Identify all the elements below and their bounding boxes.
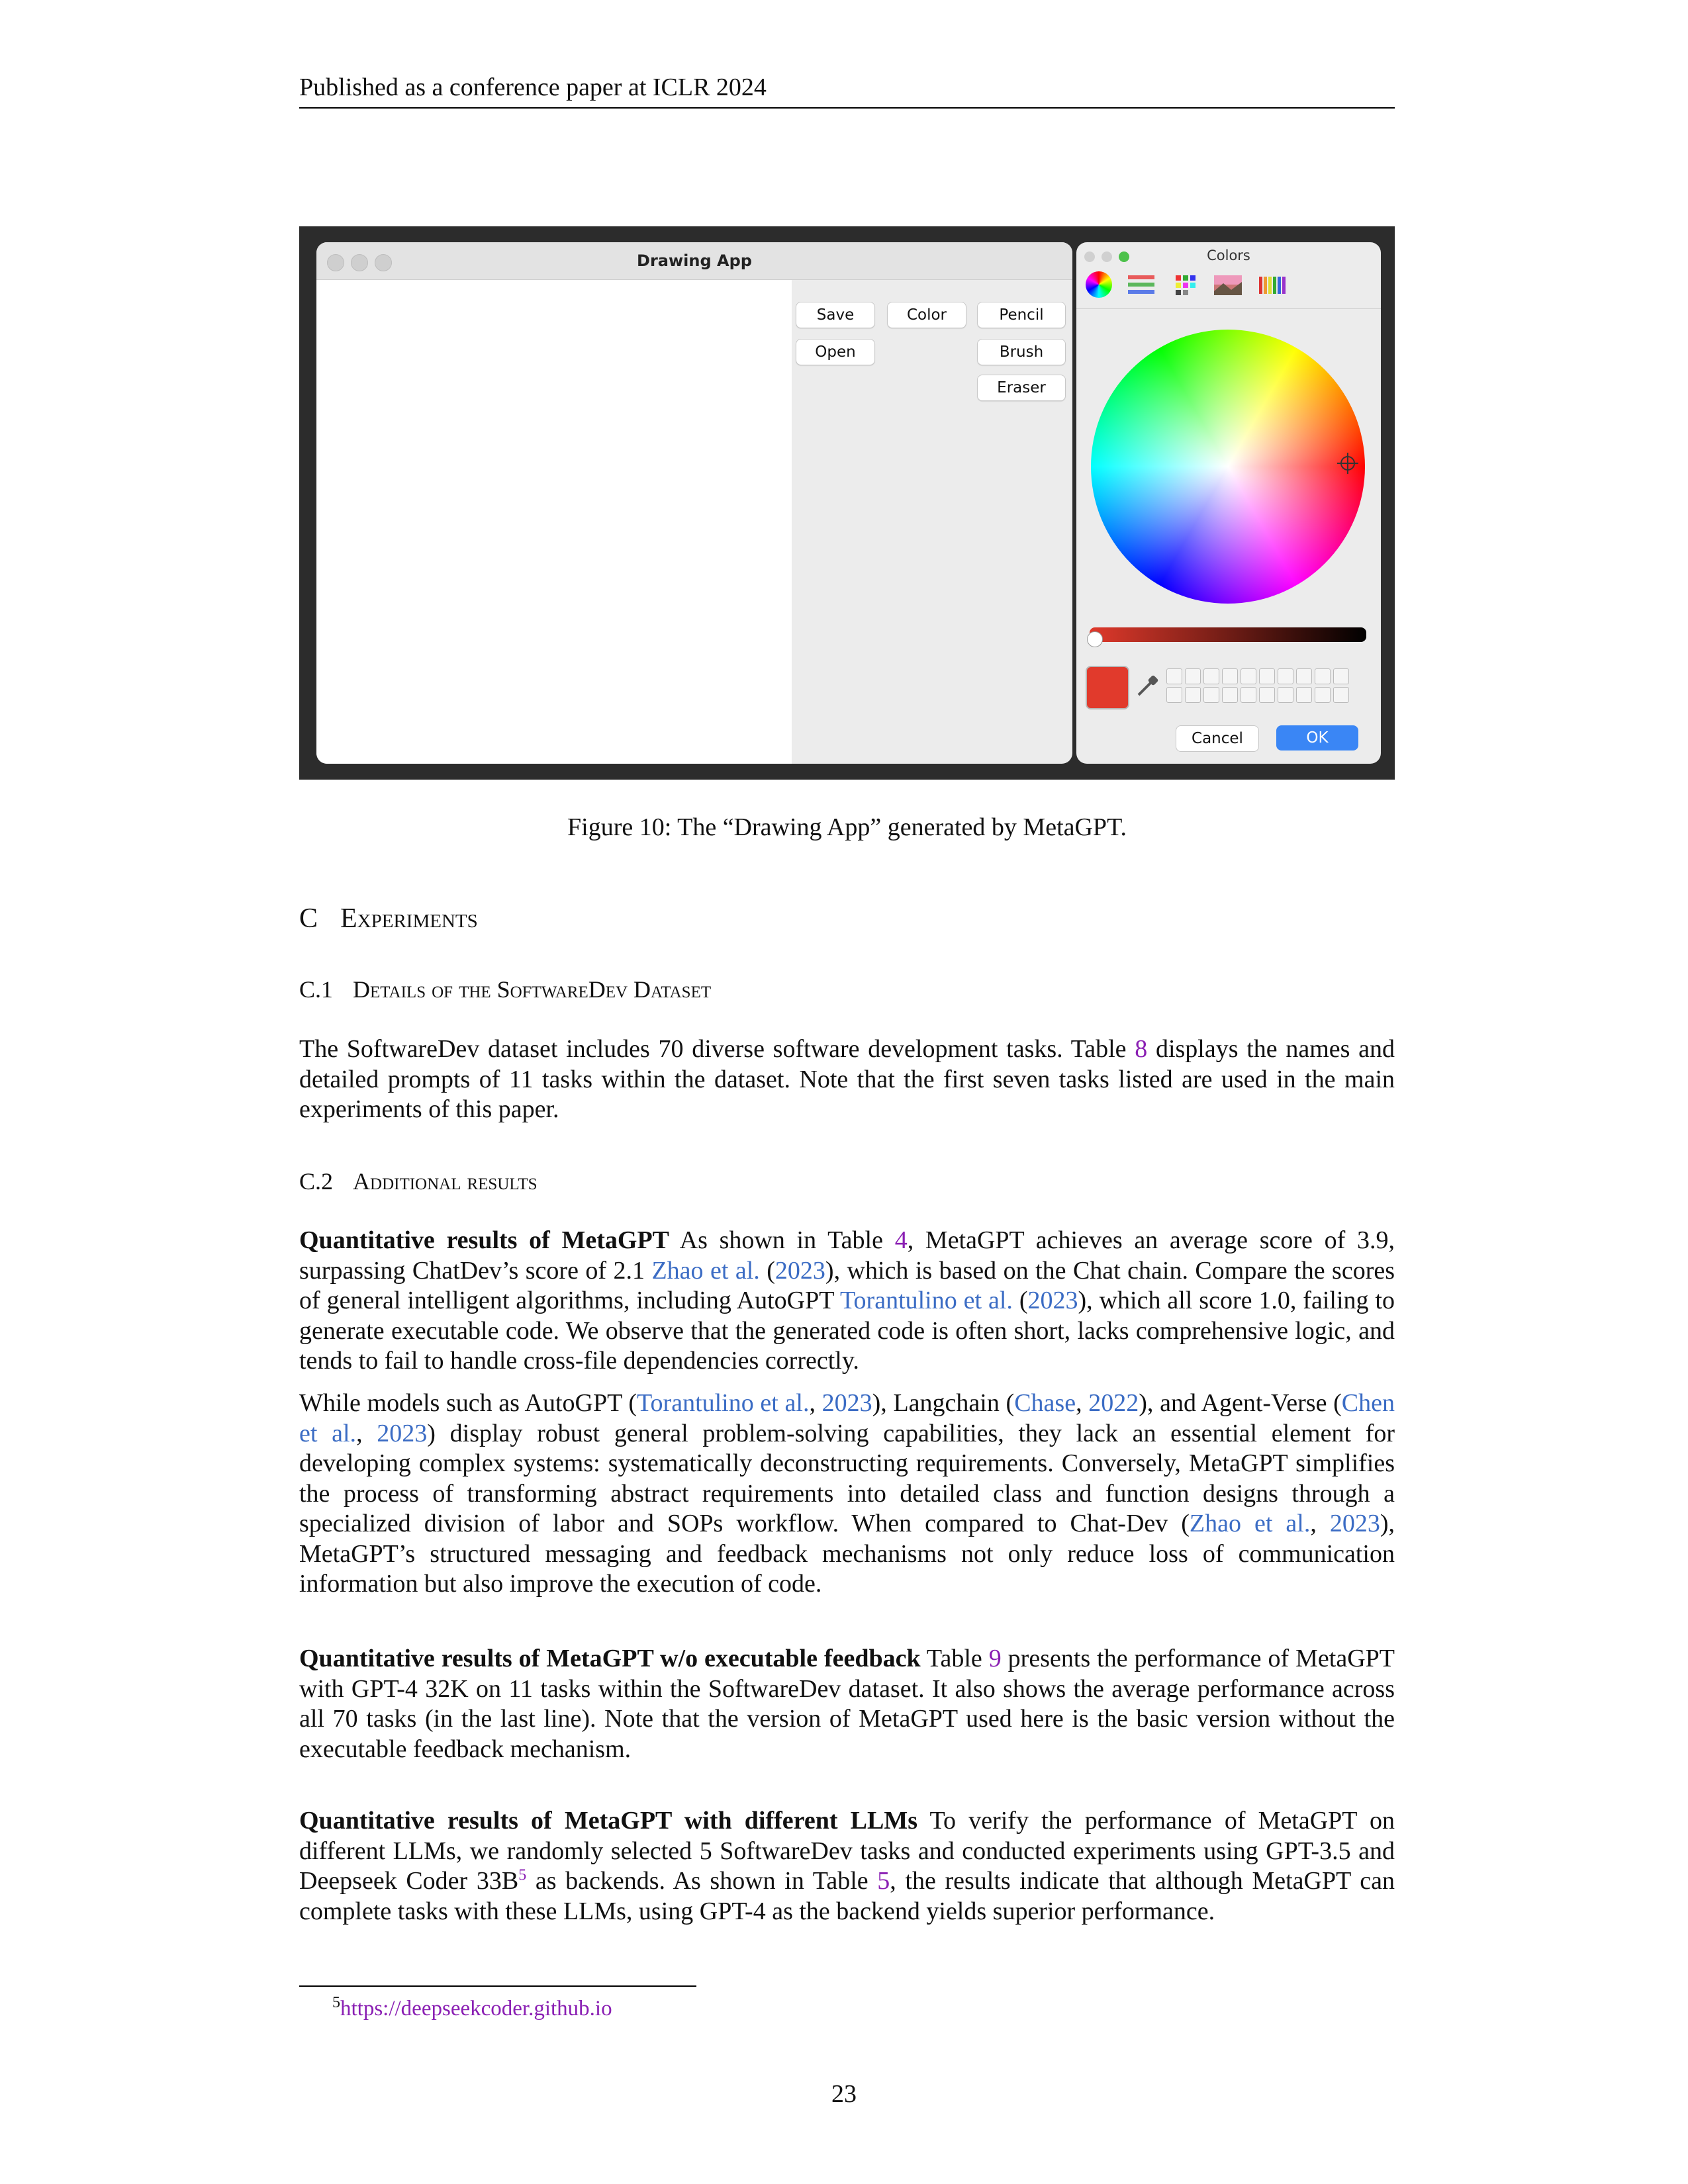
colors-panel [1076, 242, 1381, 764]
pencil-button[interactable]: Pencil [977, 302, 1066, 328]
text: While models such as AutoGPT ( [299, 1389, 637, 1417]
brightness-slider[interactable] [1090, 627, 1366, 642]
paragraph-without-feedback [299, 1644, 1395, 1764]
subsection-number: C.2 [299, 1168, 334, 1195]
footnote-url-link[interactable]: https://deepseekcoder.github.io [340, 1997, 612, 2021]
table-ref-link[interactable]: 5 [877, 1867, 890, 1895]
citation-link[interactable]: Zhao et al. [651, 1256, 760, 1285]
color-button[interactable]: Color [887, 302, 966, 328]
citation-link[interactable]: Torantulino et al. [839, 1287, 1013, 1314]
open-button[interactable]: Open [796, 339, 875, 365]
paragraph-heading: Quantitative results of MetaGPT [299, 1226, 670, 1254]
color-picker-crosshair-icon[interactable] [1336, 451, 1360, 475]
paragraph-different-llms [299, 1806, 1395, 1927]
text: To verify the performance of MetaGPT on different LLMs, we randomly selected 5 SoftwareDev tasks and conducted experiments using GPT-3.5 and Deepseek Coder 33B [299, 1807, 1395, 1895]
window-titlebar [316, 242, 1072, 280]
eraser-button[interactable]: Eraser [977, 375, 1066, 401]
subsection-number: C.1 [299, 976, 334, 1003]
pencils-tab-icon[interactable] [1256, 273, 1287, 298]
paragraph-heading: Quantitative results of MetaGPT w/o executable feedback [299, 1645, 921, 1672]
text: As shown in Table [669, 1226, 895, 1254]
citation-link[interactable]: Zhao et al. [1189, 1510, 1311, 1537]
text: ), MetaGPT’s structured messaging and feedback mechanisms not only reduce loss of communication information but also improve the execution of code. [299, 1510, 1395, 1598]
running-head: Published as a conference paper at ICLR 2024 [299, 71, 1395, 109]
save-button[interactable]: Save [796, 302, 875, 328]
footnote-rule [299, 1985, 696, 1987]
citation-link[interactable]: Chen et al. [299, 1389, 1395, 1447]
footnote-mark: 5 [332, 1994, 340, 2011]
section-title: Experiments [340, 903, 478, 934]
colors-panel-title: Colors [1207, 248, 1250, 263]
text: ), Langchain ( [872, 1389, 1015, 1417]
text: presents the performance of MetaGPT with GPT-4 32K on 11 tasks within the SoftwareDev dataset. It also shows the average performance across all 70 tasks (in the last line). Note that the version of MetaGPT used here is the basic version without the executable feedback mechanism. [299, 1645, 1395, 1763]
figure-drawing-app [299, 226, 1395, 780]
drawing-app-window [316, 242, 1072, 764]
custom-swatch-grid[interactable] [1166, 668, 1352, 704]
text: displays the names and detailed prompts of 11 tasks within the dataset. Note that the first seven tasks listed are used in the main experiments of this paper. [299, 1035, 1395, 1123]
text: as backends. As shown in Table [526, 1867, 878, 1895]
toolbar-divider [1076, 308, 1381, 309]
paragraph-quantitative-results [299, 1226, 1395, 1377]
text: , the results indicate that although MetaGPT can complete tasks with these LLMs, using GPT-4 as the backend yields superior performance. [299, 1867, 1395, 1925]
citation-link[interactable]: Chase [1014, 1389, 1076, 1417]
table-ref-link[interactable]: 8 [1135, 1035, 1148, 1063]
cancel-button[interactable]: Cancel [1176, 725, 1259, 752]
table-ref-link[interactable]: 4 [894, 1226, 908, 1254]
subsection-title: Additional results [353, 1168, 538, 1195]
text: , [1076, 1389, 1089, 1417]
text: , [1310, 1510, 1330, 1537]
text: ( [759, 1256, 775, 1285]
citation-year-link[interactable]: 2023 [774, 1256, 825, 1285]
paragraph-dataset [299, 1034, 1395, 1125]
citation-year-link[interactable]: 2022 [1088, 1389, 1139, 1417]
text: The SoftwareDev dataset includes 70 diverse software development tasks. Table [299, 1035, 1135, 1063]
color-palettes-tab-icon[interactable] [1173, 273, 1198, 298]
page-number: 23 [831, 2080, 857, 2108]
table-ref-link[interactable]: 9 [988, 1645, 1002, 1672]
image-palettes-tab-icon[interactable] [1213, 273, 1243, 298]
section-heading-c [299, 901, 478, 936]
figure-caption: Figure 10: The “Drawing App” generated by MetaGPT. [567, 813, 1127, 841]
text: ), and Agent-Verse ( [1139, 1389, 1342, 1417]
text: , [356, 1419, 377, 1447]
brush-button[interactable]: Brush [977, 339, 1066, 365]
text: Table [920, 1645, 989, 1672]
window-title: Drawing App [637, 251, 752, 270]
text: ( [1012, 1287, 1028, 1314]
text: , MetaGPT achieves an average score of 3.9, surpassing ChatDev’s score of 2.1 [299, 1226, 1395, 1285]
selected-color-swatch[interactable] [1086, 666, 1129, 709]
citation-link[interactable]: Torantulino et al. [636, 1389, 810, 1417]
paragraph-heading: Quantitative results of MetaGPT with different LLMs [299, 1807, 918, 1835]
citation-year-link[interactable]: 2023 [1027, 1287, 1078, 1314]
color-wheel-tab-icon[interactable] [1086, 271, 1112, 298]
text: ), which all score 1.0, failing to generate executable code. We observe that the generated code is often short, lacks comprehensive logic, and tends to fail to handle cross-file dependencies correctly. [299, 1287, 1395, 1375]
citation-year-link[interactable]: 2023 [821, 1389, 872, 1417]
text: , [809, 1389, 822, 1417]
footnote [332, 1995, 612, 2023]
citation-year-link[interactable]: 2023 [377, 1419, 428, 1447]
color-sliders-tab-icon[interactable] [1127, 273, 1157, 298]
citation-year-link[interactable]: 2023 [1329, 1510, 1380, 1537]
drawing-canvas[interactable] [316, 280, 792, 764]
ok-button[interactable]: OK [1276, 725, 1358, 751]
text: ), which is based on the Chat chain. Compare the scores of general intelligent algorithms, including AutoGPT [299, 1256, 1395, 1314]
color-wheel[interactable] [1091, 330, 1365, 604]
text: ) display robust general problem-solving capabilities, they lack an essential element for developing complex systems: systematically deconstructing requirements. Conversely, MetaGPT simplifies the process of transforming abstract requirements into detailed class and function designs through a specialized division of labor and SOPs workflow. When compared to Chat-Dev ( [299, 1419, 1395, 1537]
subsection-heading-c2 [299, 1166, 538, 1197]
paragraph-comparison [299, 1388, 1395, 1600]
section-number: C [299, 903, 318, 934]
footnote-mark-link[interactable]: 5 [518, 1866, 527, 1884]
subsection-heading-c1 [299, 974, 711, 1005]
subsection-title: Details of the SoftwareDev Dataset [353, 976, 712, 1003]
brightness-slider-knob[interactable] [1087, 631, 1103, 647]
eyedropper-icon[interactable] [1135, 674, 1160, 699]
